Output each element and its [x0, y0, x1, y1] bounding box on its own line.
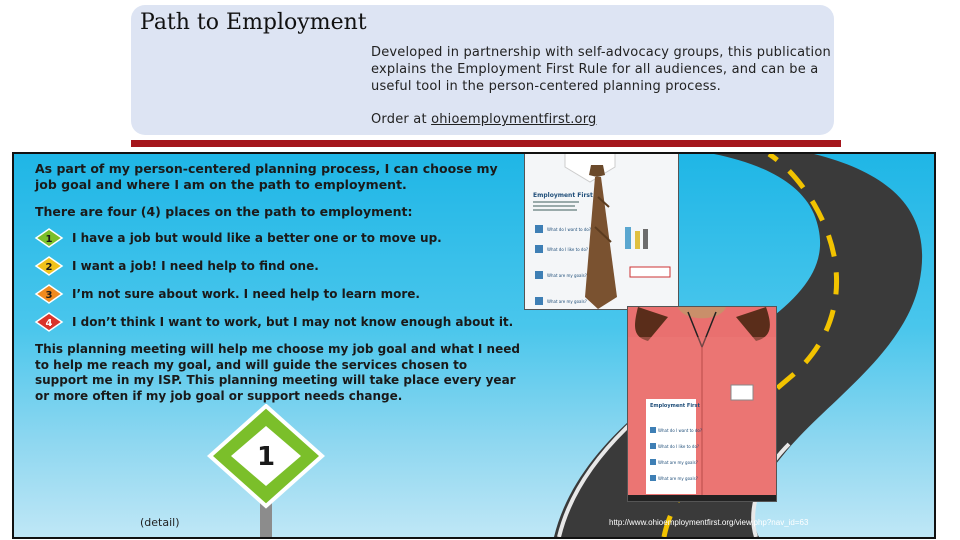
path-step-1: [34, 228, 442, 248]
order-prefix: Order at: [371, 112, 432, 127]
source-url[interactable]: http://www.ohioemploymentfirst.org/view.php?nav_id=63: [609, 518, 809, 527]
step-4-diamond-icon: [34, 312, 64, 332]
step-1-text: I have a job but would like a better one or to move up.: [72, 231, 442, 245]
path-step-3: [34, 284, 420, 304]
card2-q3: What are my goals?: [658, 460, 698, 465]
detail-caption: (detail): [140, 516, 180, 529]
brochure-cover-man: [524, 152, 679, 310]
intro-text: As part of my person-centered planning process, I can choose my job goal and where I am on the path to employment.: [35, 161, 498, 192]
road-sign-1: [204, 404, 330, 537]
step-3-diamond-icon: [34, 284, 64, 304]
card2-title: Employment First: [650, 403, 700, 409]
publication-description: Developed in partnership with self-advocacy groups, this publication explains the Employment First Rule for all audiences, and can be a useful tool in the person-centered planning process.: [371, 45, 831, 94]
man-illustration: [525, 152, 678, 309]
employment-path-image: [12, 152, 936, 539]
path-step-2: [34, 256, 319, 276]
step-1-diamond-icon: [34, 228, 64, 248]
sign-number: 1: [256, 442, 276, 472]
brochure-cover-woman: [627, 306, 777, 502]
step-2-number: 2: [45, 262, 53, 273]
card1-title: Employment First: [533, 192, 593, 199]
card2-q4: What are my goals?: [658, 476, 698, 481]
step-3-number: 3: [45, 290, 53, 301]
card1-q3: What are my goals?: [547, 273, 587, 278]
divider-bar: [131, 140, 841, 147]
order-line: [371, 112, 596, 127]
meeting-text: This planning meeting will help me choose my job goal and what I need to help me reach my goal, and will guide the services chosen to support me in my ISP. This planning meeting will take place every year or more often if my job goal or support needs change.: [35, 342, 520, 403]
step-4-text: I don’t think I want to work, but I may not know enough about it.: [72, 315, 514, 329]
card1-q4: What are my goals?: [547, 299, 587, 304]
card2-q2: What do I like to do?: [658, 444, 700, 449]
page-title: Path to Employment: [140, 10, 367, 35]
step-1-number: 1: [45, 234, 53, 245]
step-3-text: I’m not sure about work. I need help to learn more.: [72, 287, 420, 301]
order-link[interactable]: ohioemploymentfirst.org: [431, 112, 597, 127]
step-2-diamond-icon: [34, 256, 64, 276]
card1-q2: What do I like to do?: [547, 247, 589, 252]
card2-q1: What do I want to do?: [658, 428, 702, 433]
woman-illustration: [628, 307, 776, 501]
step-2-text: I want a job! I need help to find one.: [72, 259, 319, 273]
places-heading: There are four (4) places on the path to employment:: [35, 204, 413, 219]
path-step-4: [34, 312, 513, 332]
step-4-number: 4: [45, 318, 53, 329]
card1-q1: What do I want to do?: [547, 227, 591, 232]
